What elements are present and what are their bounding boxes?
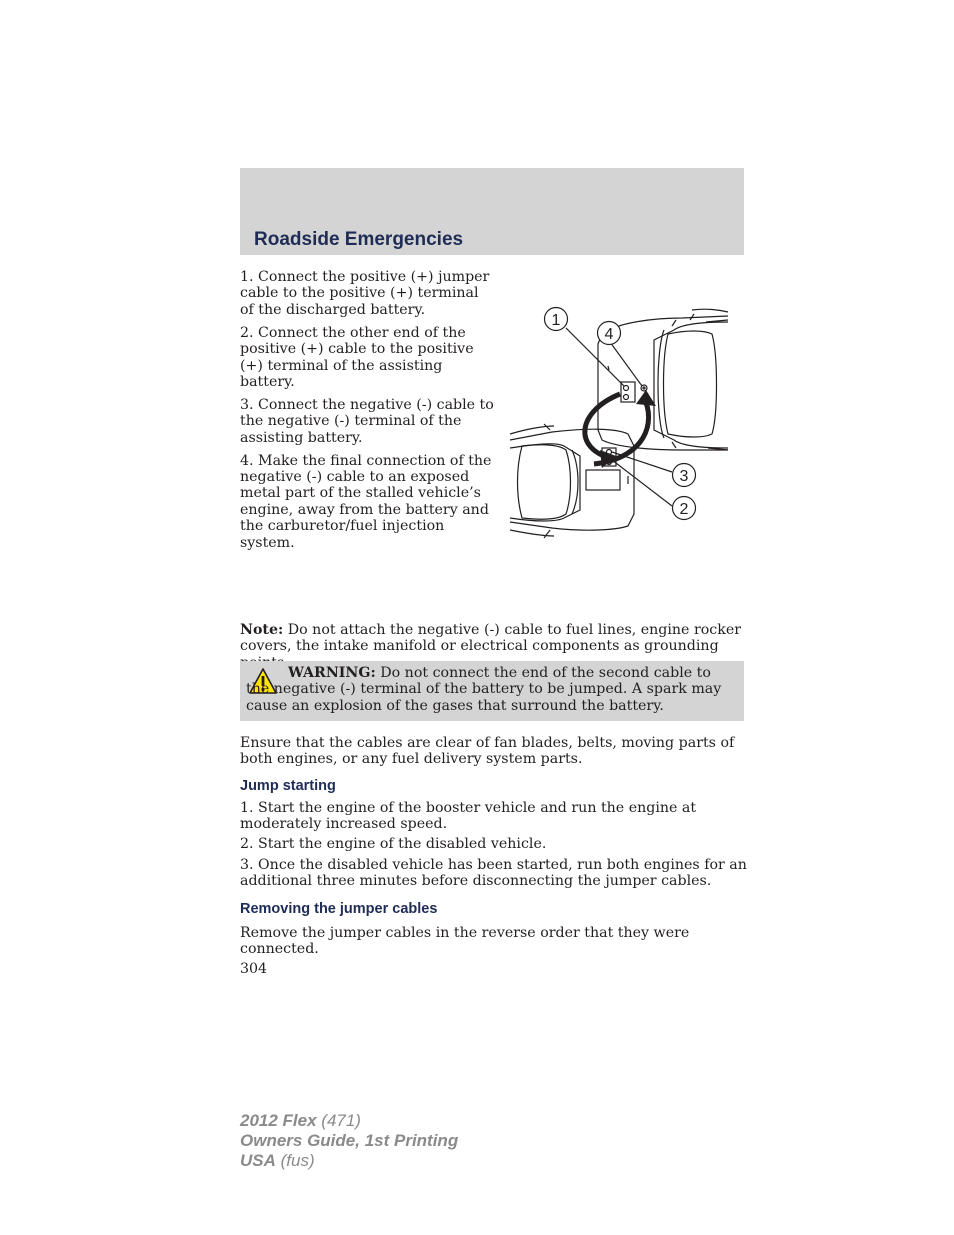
removing-cables-heading: Removing the jumper cables: [240, 901, 438, 917]
footer-model-code: (471): [316, 1111, 361, 1130]
connection-step-1: 1. Connect the positive (+) jumper cable to the positive (+) terminal of the discharged battery.: [240, 269, 490, 318]
jump-step-3: 3. Once the disabled vehicle has been started, run both engines for an additional three minutes before disconnecting the jumper cables.: [240, 857, 747, 890]
note-label: Note:: [240, 622, 284, 638]
jumper-cable-diagram: [506, 300, 732, 540]
removing-cables-paragraph: Remove the jumper cables in the reverse order that they were connected.: [240, 925, 690, 958]
callout-2: 2: [679, 501, 689, 518]
jump-starting-heading: Jump starting: [240, 778, 336, 794]
section-title: Roadside Emergencies: [254, 229, 464, 250]
callout-1: 1: [551, 312, 561, 329]
warning-label: WARNING:: [288, 665, 376, 681]
warning-text: [246, 665, 736, 714]
jump-step-2: 2. Start the engine of the disabled vehicle.: [240, 836, 547, 852]
footer-region: USA: [240, 1151, 276, 1170]
connection-steps: [240, 269, 496, 558]
footer-region-code: (fus): [275, 1151, 315, 1170]
connection-step-4: 4. Make the final connection of the negative (-) cable to an exposed metal part of the stalled vehicle’s engine, away from the battery and the carburetor/fuel injection system.: [240, 452, 492, 551]
note-text: Do not attach the negative (-) cable to fuel lines, engine rocker covers, the intake manifold or electrical components as grounding: [240, 622, 742, 655]
section-header: [240, 168, 744, 255]
footer-guide: Owners Guide, 1st Printing: [240, 1131, 459, 1150]
footer-model: 2012 Flex: [240, 1111, 317, 1130]
clearance-paragraph: Ensure that the cables are clear of fan blades, belts, moving parts of both engines, or any fuel delivery system parts.: [240, 735, 735, 768]
warning-message: Do not connect the end of the second cable to the negative (-) terminal of the battery to be jumped. A spark may cause an explosion of the gases that surround the battery.: [246, 665, 722, 714]
callout-4: 4: [604, 326, 614, 343]
jump-step-1: 1. Start the engine of the booster vehicle and run the engine at moderately increased speed.: [240, 800, 697, 833]
warning-box: [240, 661, 744, 721]
stalled-vehicle: [510, 424, 634, 538]
callout-3: 3: [679, 468, 689, 485]
connection-step-2: 2. Connect the other end of the positive (+) cable to the positive (+) terminal of the assisting battery.: [240, 324, 474, 390]
footer-imprint: [240, 1111, 458, 1171]
page-number: 304: [240, 961, 268, 977]
connection-step-3: 3. Connect the negative (-) cable to the negative (-) terminal of the assisting battery.: [240, 396, 494, 446]
